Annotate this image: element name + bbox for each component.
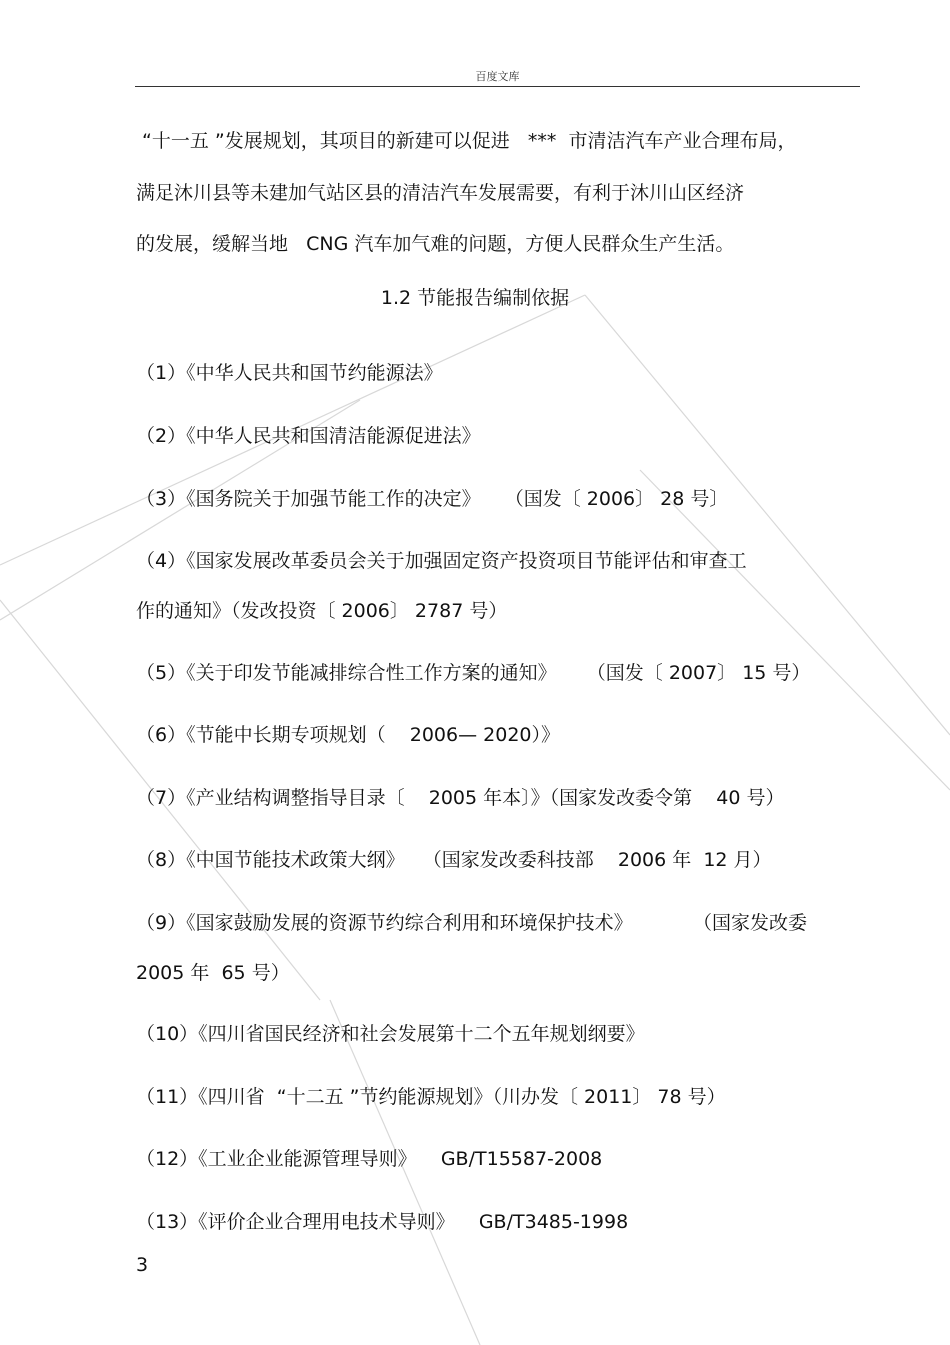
reference-item: （8）《中国节能技术政策大纲》 （国家发改委科技部 2006 年 12 月） bbox=[136, 849, 772, 871]
reference-item: （13）《评价企业合理用电技术导则》 GB/T3485-1998 bbox=[136, 1211, 629, 1233]
page-header: 百度文库 bbox=[475, 70, 520, 83]
intro-line: 满足沐川县等未建加气站区县的清洁汽车发展需要，有利于沐川山区经济 bbox=[136, 182, 745, 204]
intro-line: “十一五 ”发展规划，其项目的新建可以促进 *** 市清洁汽车产业合理布局， bbox=[136, 130, 797, 152]
reference-item: （4）《国家发展改革委员会关于加强固定资产投资项目节能评估和审查工 bbox=[136, 550, 747, 572]
reference-item: （1）《中华人民共和国节约能源法》 bbox=[136, 362, 443, 384]
reference-item: （9）《国家鼓励发展的资源节约综合利用和环境保护技术》 （国家发改委 bbox=[136, 912, 807, 934]
reference-item: （12）《工业企业能源管理导则》 GB/T15587-2008 bbox=[136, 1148, 603, 1170]
reference-item: 作的通知》（发改投资〔 2006〕 2787 号） bbox=[136, 600, 508, 622]
header-divider bbox=[135, 86, 860, 87]
reference-item: （11）《四川省 “十二五 ”节约能源规划》（川办发〔 2011〕 78 号） bbox=[136, 1086, 726, 1108]
intro-line: 的发展，缓解当地 CNG 汽车加气难的问题，方便人民群众生产生活。 bbox=[136, 233, 735, 255]
reference-item: （6）《节能中长期专项规划（ 2006— 2020）》 bbox=[136, 724, 560, 746]
reference-item: （5）《关于印发节能减排综合性工作方案的通知》 （国发〔 2007〕 15 号） bbox=[136, 662, 811, 684]
reference-item: （7）《产业结构调整指导目录〔 2005 年本〕》（国家发改委令第 40 号） bbox=[136, 787, 785, 809]
reference-item: 2005 年 65 号） bbox=[136, 962, 290, 984]
reference-item: （10）《四川省国民经济和社会发展第十二个五年规划纲要》 bbox=[136, 1023, 645, 1045]
page-number: 3 bbox=[136, 1254, 149, 1276]
section-title: 1.2 节能报告编制依据 bbox=[380, 287, 570, 309]
reference-item: （3）《国务院关于加强节能工作的决定》 （国发〔 2006〕 28 号〕 bbox=[136, 488, 729, 510]
reference-item: （2）《中华人民共和国清洁能源促进法》 bbox=[136, 425, 481, 447]
